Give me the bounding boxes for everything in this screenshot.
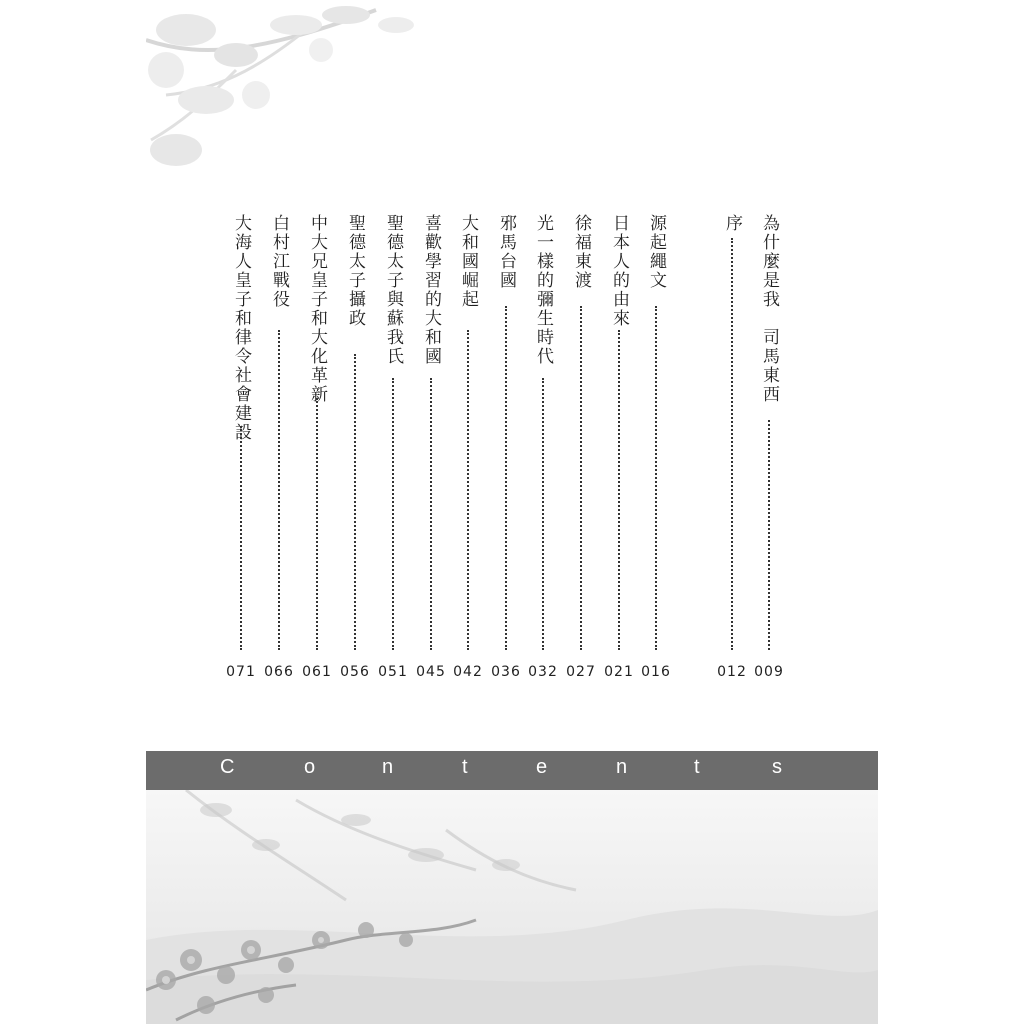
- toc-entry[interactable]: [604, 214, 634, 680]
- toc-entry-title: 中大兄皇子和大化革新: [307, 214, 327, 404]
- toc-entry[interactable]: [378, 214, 408, 680]
- toc-entry[interactable]: [566, 214, 596, 680]
- contents-letter: o: [304, 756, 316, 778]
- toc-page-number: 036: [491, 664, 521, 680]
- contents-letter: n: [616, 756, 628, 778]
- contents-letter: e: [536, 756, 548, 778]
- toc-entry-title: 喜歡學習的大和國: [421, 214, 441, 366]
- toc-page-number: 051: [378, 664, 408, 680]
- toc-entry[interactable]: [717, 214, 747, 680]
- toc-page-number: 027: [566, 664, 596, 680]
- contents-letter: t: [694, 756, 700, 778]
- toc-dot-leader: [655, 306, 657, 650]
- toc-dot-leader: [731, 238, 733, 650]
- toc-entry-title: 邪馬台國: [496, 214, 516, 290]
- toc-dot-leader: [354, 354, 356, 650]
- toc-entry[interactable]: [302, 214, 332, 680]
- toc-page-number: 045: [416, 664, 446, 680]
- toc-entry-title: 序: [722, 214, 742, 233]
- contents-letter: C: [220, 756, 235, 778]
- toc-page-number: 032: [528, 664, 558, 680]
- toc-dot-leader: [392, 378, 394, 650]
- toc-entry[interactable]: [453, 214, 483, 680]
- toc-entry-title: 白村江戰役: [269, 214, 289, 309]
- toc-page-number: 016: [641, 664, 671, 680]
- toc-entry[interactable]: [264, 214, 294, 680]
- toc-dot-leader: [240, 426, 242, 650]
- contents-banner: [146, 751, 878, 790]
- toc-page-number: 066: [264, 664, 294, 680]
- toc-entry[interactable]: [491, 214, 521, 680]
- toc-dot-leader: [618, 330, 620, 650]
- toc-entry-title: 大和國崛起: [458, 214, 478, 309]
- plum-blossom-decoration-top: [146, 0, 446, 200]
- toc-dot-leader: [316, 398, 318, 650]
- toc-entry-title: 源起繩文: [646, 214, 666, 290]
- toc-entry[interactable]: [226, 214, 256, 680]
- toc-entry[interactable]: [641, 214, 671, 680]
- toc-dot-leader: [580, 306, 582, 650]
- toc-page-number: 056: [340, 664, 370, 680]
- toc-dot-leader: [467, 330, 469, 650]
- toc-entry[interactable]: [416, 214, 446, 680]
- toc-entry-title: 徐福東渡: [571, 214, 591, 290]
- toc-page-number: 012: [717, 664, 747, 680]
- toc-dot-leader: [768, 420, 770, 650]
- toc-entry-title: 為什麼是我 司馬東西: [759, 214, 779, 404]
- toc-entry-title: 大海人皇子和律令社會建設: [231, 214, 251, 442]
- toc-dot-leader: [278, 330, 280, 650]
- toc-entry-title: 聖德太子攝政: [345, 214, 365, 328]
- plum-blossom-landscape-decoration: [146, 790, 878, 1024]
- toc-page-number: 042: [453, 664, 483, 680]
- toc-dot-leader: [430, 378, 432, 650]
- toc-page-number: 061: [302, 664, 332, 680]
- book-page: [146, 0, 878, 1024]
- toc-dot-leader: [505, 306, 507, 650]
- toc-entry[interactable]: [754, 214, 784, 680]
- toc-entry-title: 聖德太子與蘇我氏: [383, 214, 403, 366]
- toc-entry-title: 光一樣的彌生時代: [533, 214, 553, 366]
- contents-letter: t: [462, 756, 468, 778]
- toc-dot-leader: [542, 378, 544, 650]
- toc-page-number: 009: [754, 664, 784, 680]
- contents-letter: s: [772, 756, 782, 778]
- toc-page-number: 071: [226, 664, 256, 680]
- toc-entry[interactable]: [340, 214, 370, 680]
- contents-letter: n: [382, 756, 394, 778]
- toc-entry-title: 日本人的由來: [609, 214, 629, 328]
- toc-entry[interactable]: [528, 214, 558, 680]
- toc-page-number: 021: [604, 664, 634, 680]
